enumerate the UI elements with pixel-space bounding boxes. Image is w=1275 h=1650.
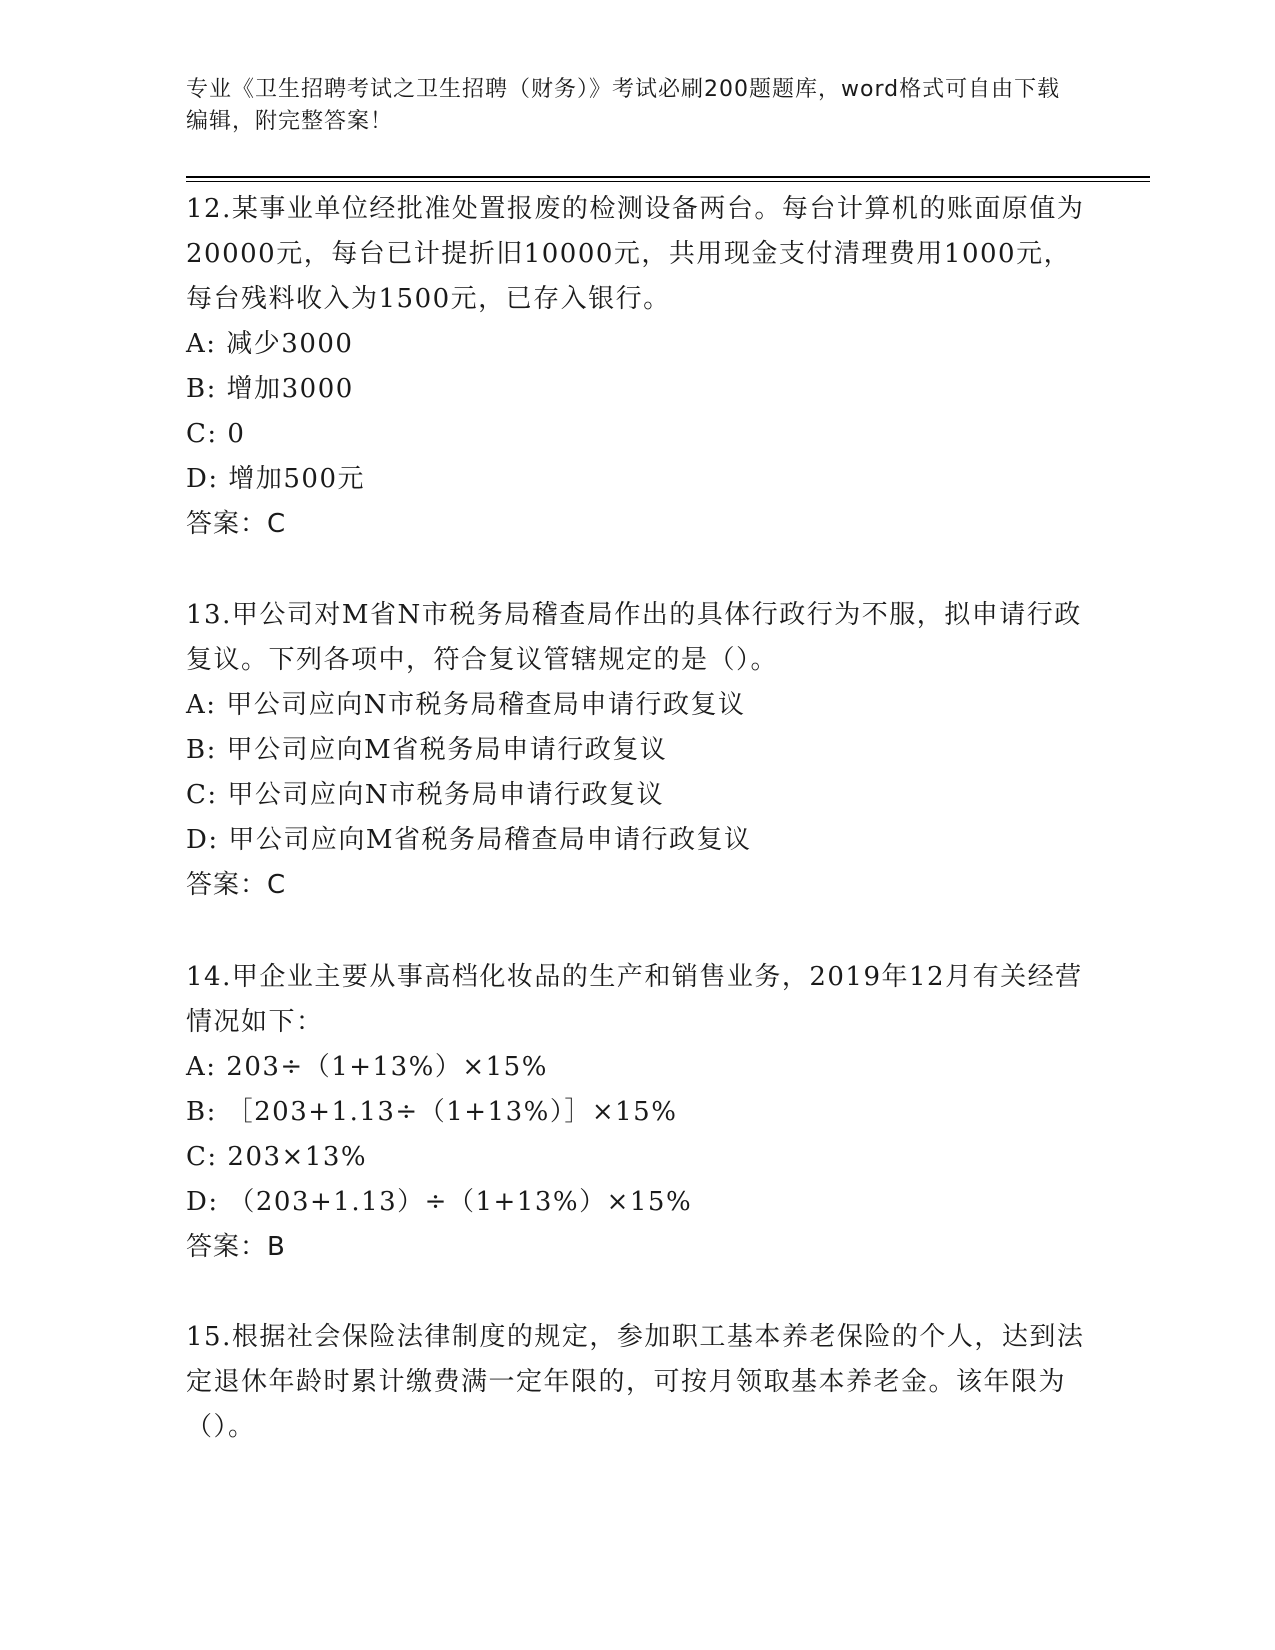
option-b: B: 增加3000 bbox=[186, 374, 354, 404]
header-text: 专业《卫生招聘考试之卫生招聘（财务）》考试必刷200题题库，word格式可自由下载编辑，附完整答案！ bbox=[186, 77, 1061, 134]
option-d: D: （203+1.13）÷（1+13%）×15% bbox=[186, 1187, 693, 1217]
option-b: B: 甲公司应向M省税务局申请行政复议 bbox=[186, 735, 668, 765]
question-14 bbox=[186, 955, 1086, 1270]
header-divider-thin bbox=[186, 181, 1150, 182]
header-divider-thick bbox=[186, 176, 1150, 178]
question-stem: 12.某事业单位经批准处置报废的检测设备两台。每台计算机的账面原值为20000元，每台已计提折旧10000元，共用现金支付清理费用1000元，每台残料收入为1500元，已存入银行。 bbox=[186, 194, 1085, 314]
option-d: D: 甲公司应向M省税务局稽查局申请行政复议 bbox=[186, 825, 752, 855]
question-15 bbox=[186, 1315, 1086, 1450]
option-c: C: 0 bbox=[186, 419, 246, 449]
option-c: C: 203×13% bbox=[186, 1142, 368, 1172]
question-stem: 14.甲企业主要从事高档化妆品的生产和销售业务，2019年12月有关经营情况如下： bbox=[186, 962, 1083, 1037]
option-a: A: 甲公司应向N市税务局稽查局申请行政复议 bbox=[186, 690, 746, 720]
option-a: A: 203÷（1+13%）×15% bbox=[186, 1052, 548, 1082]
option-c: C: 甲公司应向N市税务局申请行政复议 bbox=[186, 780, 665, 810]
answer-line: 答案：C bbox=[186, 870, 287, 900]
question-13 bbox=[186, 593, 1086, 908]
question-stem: 13.甲公司对M省N市税务局稽查局作出的具体行政行为不服，拟申请行政复议。下列各项中，符合复议管辖规定的是（）。 bbox=[186, 600, 1082, 675]
question-12 bbox=[186, 187, 1086, 547]
option-b: B: ［203+1.13÷（1+13%）］×15% bbox=[186, 1097, 678, 1127]
option-d: D: 增加500元 bbox=[186, 464, 365, 494]
option-a: A: 减少3000 bbox=[186, 329, 354, 359]
answer-line: 答案：B bbox=[186, 1232, 286, 1262]
document-header bbox=[186, 74, 1066, 138]
answer-line: 答案：C bbox=[186, 509, 287, 539]
question-stem: 15.根据社会保险法律制度的规定，参加职工基本养老保险的个人，达到法定退休年龄时累计缴费满一定年限的，可按月领取基本养老金。该年限为（）。 bbox=[186, 1322, 1085, 1442]
